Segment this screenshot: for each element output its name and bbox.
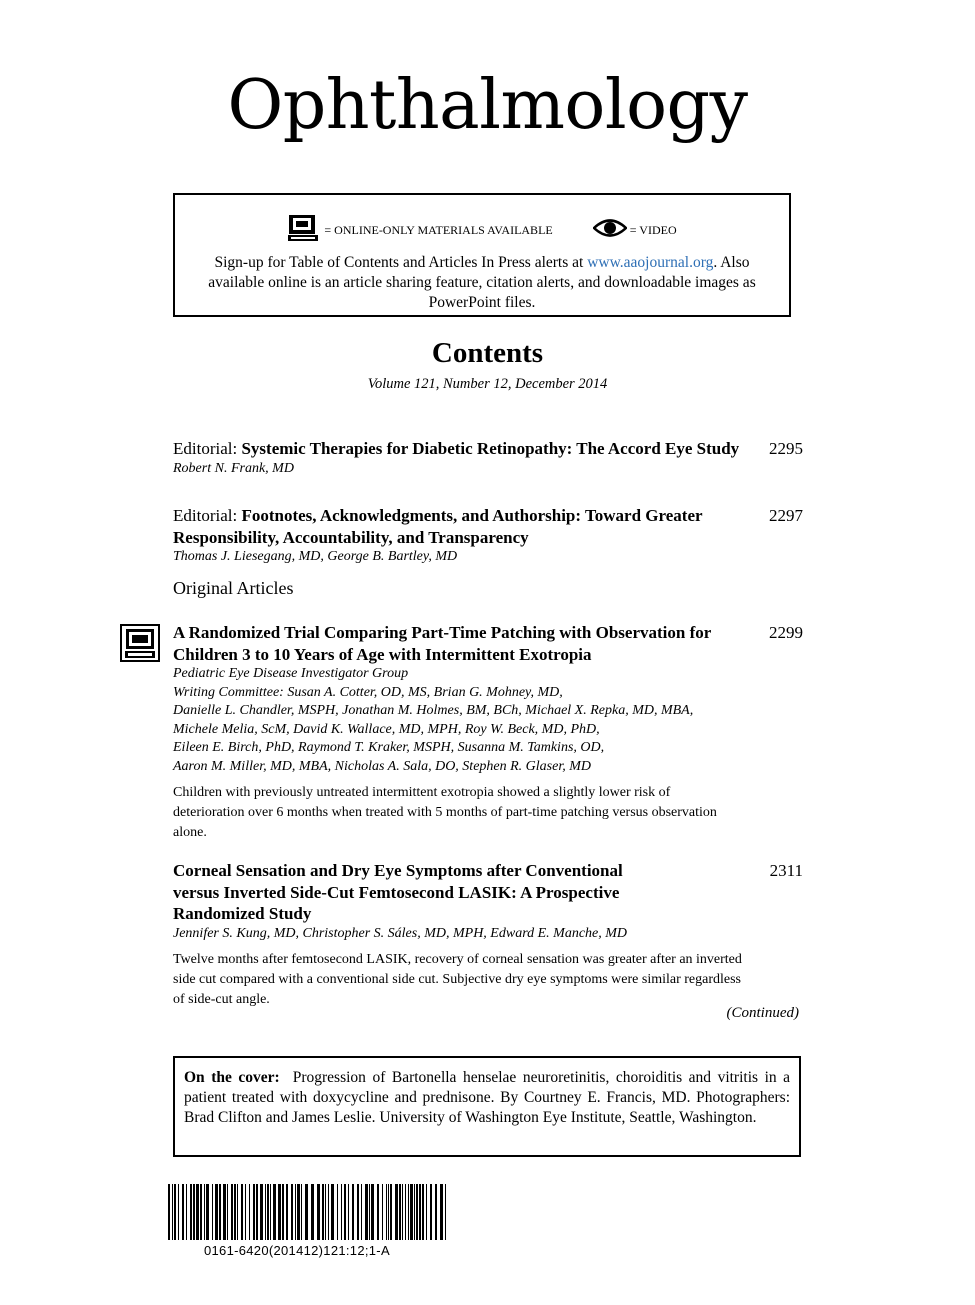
computer-icon xyxy=(120,624,160,666)
journal-website-link[interactable]: www.aaojournal.org xyxy=(587,254,714,271)
page-number: 2311 xyxy=(769,861,803,880)
article-abstract: Twelve months after femtosecond LASIK, recovery of corneal sensation was greater after an inverted side cut compared with a conventional side cut. Subjective dry eye symptoms were similar regardless of side-cut angle. xyxy=(173,952,742,1007)
article-entry[interactable] xyxy=(173,622,803,843)
entry-title: Editorial: Footnotes, Acknowledgments, and Authorship: Toward Greater Responsibility, Accountability, and Transparency xyxy=(173,506,703,547)
legend-video xyxy=(593,217,677,243)
article-authors: Pediatric Eye Disease Investigator Group Writing Committee: Susan A. Cotter, OD, MS, Brian G. Mohney, MD, Danielle L. Chandler, MSPH, Jonathan M. Holmes, BM, BCh, Michael X. Repka, MD, MBA, Michele Melia, ScM, David K. Wallace, MD, MPH, Roy W. Beck, MD, PhD, Eileen E. Birch, PhD, Raymond T. Kraker, MSPH, Susanna M. Tamkins, OD, Aaron M. Miller, MD, MBA, Nicholas A. Sala, DO, Stephen R. Glaser, MD xyxy=(173,666,694,774)
legend-online xyxy=(287,214,552,246)
entry-authors: Robert N. Frank, MD xyxy=(173,460,294,476)
cover-description-box xyxy=(173,1056,801,1157)
barcode xyxy=(168,1184,448,1258)
article-title: A Randomized Trial Comparing Part-Time Patching with Observation for Children 3 to 10 Years of Age with Intermittent Exotropia xyxy=(173,623,712,664)
article-authors: Jennifer S. Kung, MD, Christopher S. Sáles, MD, MPH, Edward E. Manche, MD xyxy=(173,925,628,941)
barcode-number: 0161-6420(201412)121:12;1-A xyxy=(204,1243,390,1258)
article-abstract: Children with previously untreated intermittent exotropia showed a slightly lower risk of deterioration over 6 months when treated with 5 months of part-time patching versus observation alone. xyxy=(173,785,717,840)
legend-row xyxy=(175,215,789,245)
computer-icon xyxy=(287,214,321,246)
article-entry[interactable] xyxy=(173,860,803,1010)
legend-video-label: = VIDEO xyxy=(629,222,677,237)
online-materials-box xyxy=(173,193,791,317)
section-heading: Original Articles xyxy=(173,578,294,598)
entry-authors: Thomas J. Liesegang, MD, George B. Bartley, MD xyxy=(173,549,458,564)
cover-text: Progression of Bartonella henselae neuroretinitis, choroiditis and vitritis in a patient treated with doxycycline and prednisone. By Courtney E. Francis, MD. Photographers: Brad Clifton and James Leslie. University of Washington Eye Institute, Seattle, Washington. xyxy=(184,1069,791,1126)
entry-title: Editorial: Systemic Therapies for Diabetic Retinopathy: The Accord Eye Study xyxy=(173,439,740,458)
eye-icon xyxy=(593,217,627,243)
barcode-bars xyxy=(168,1184,448,1240)
editorial-entry[interactable] xyxy=(173,438,803,478)
signup-text: Sign-up for Table of Contents and Articles In Press alerts at www.aaojournal.org. Also available online is an article sharing feature, citation alerts, and downloadable images as PowerPoint files. xyxy=(208,254,756,311)
page-number: 2297 xyxy=(769,506,803,525)
article-title: Corneal Sensation and Dry Eye Symptoms after Conventional versus Inverted Side-Cut Femtosecond LASIK: A Prospective Randomized Study xyxy=(173,861,623,923)
contents-heading: Contents xyxy=(431,337,544,369)
cover-label: On the cover: xyxy=(184,1069,280,1086)
page-number: 2295 xyxy=(769,439,803,458)
page-number: 2299 xyxy=(769,623,803,642)
legend-online-label: = ONLINE-ONLY MATERIALS AVAILABLE xyxy=(324,222,553,237)
journal-title: Ophthalmology xyxy=(227,66,748,145)
continued-note: (Continued) xyxy=(726,1005,799,1021)
editorial-entry[interactable] xyxy=(173,505,803,567)
volume-info: Volume 121, Number 12, December 2014 xyxy=(367,376,608,392)
